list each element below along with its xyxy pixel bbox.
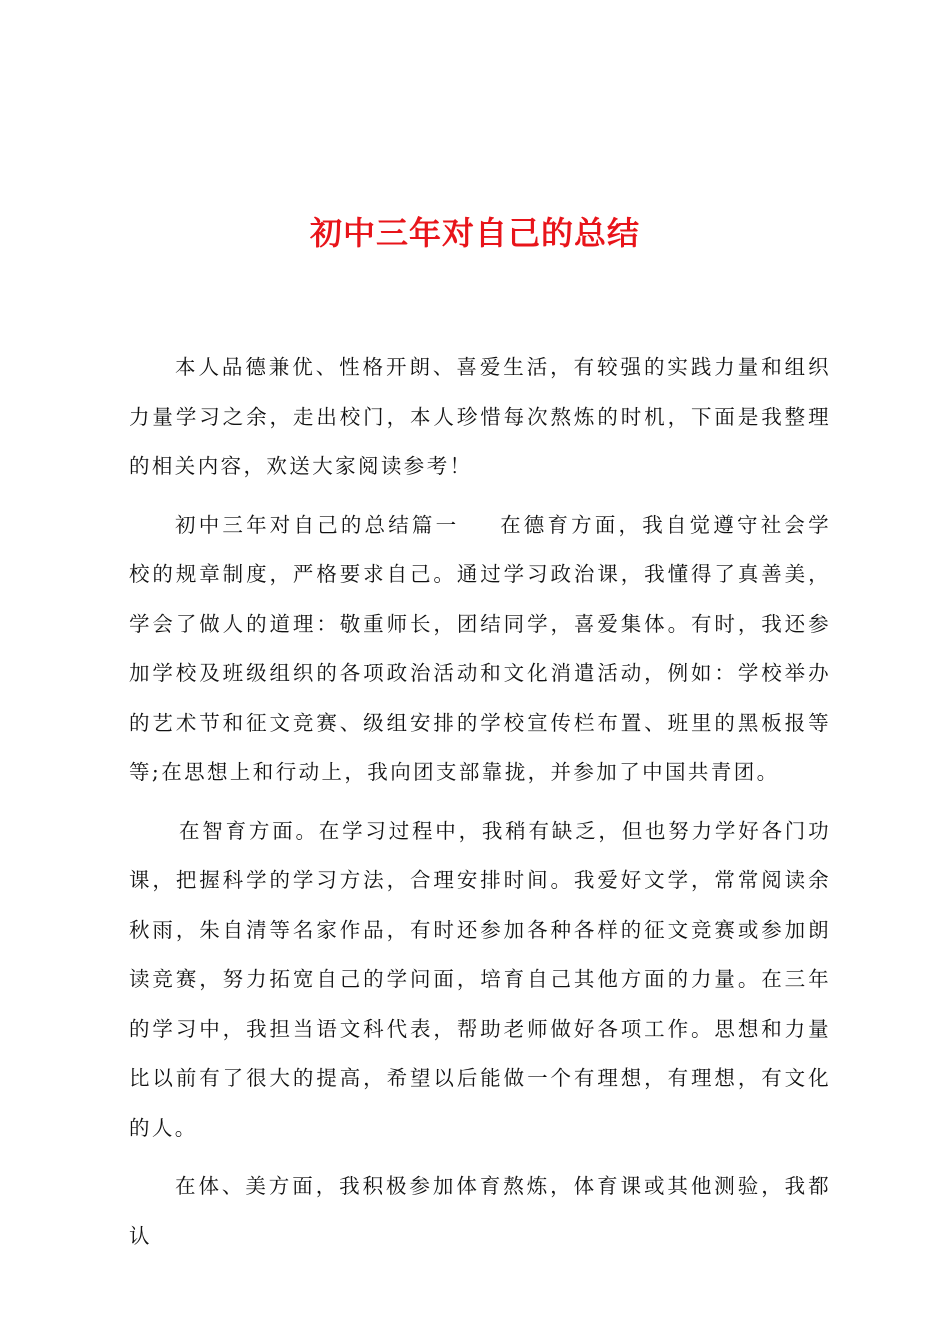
- paragraph-moral: [129, 501, 831, 798]
- paragraph-moral-text: 在德育方面，我自觉遵守社会学校的规章制度，严格要求自己。通过学习政治课，我懂得了真善美，学会了做人的道理：敬重师长，团结同学，喜爱集体。有时，我还参加学校及班级组织的各项政治活动和文化消遣活动，例如：学校举办的艺术节和征文竞赛、级组安排的学校宣传栏布置、班里的黑板报等等;在思想上和行动上，我向团支部靠拢，并参加了中国共青团。: [129, 512, 831, 784]
- document-body: [129, 343, 831, 1261]
- paragraph-intellectual: 在智育方面。在学习过程中，我稍有缺乏，但也努力学好各门功课，把握科学的学习方法，合理安排时间。我爱好文学，常常阅读余秋雨，朱自清等名家作品，有时还参加各种各样的征文竞赛或参加朗读竞赛，努力拓宽自己的学问面，培育自己其他方面的力量。在三年的学习中，我担当语文科代表，帮助老师做好各项工作。思想和力量比以前有了很大的提高，希望以后能做一个有理想，有理想，有文化的人。: [129, 818, 831, 1140]
- paragraph-intro: 本人品德兼优、性格开朗、喜爱生活，有较强的实践力量和组织力量学习之余，走出校门，本人珍惜每次熬炼的时机，下面是我整理的相关内容，欢送大家阅读参考！: [129, 355, 831, 478]
- paragraph-physical: 在体、美方面，我积极参加体育熬炼，体育课或其他测验，我都认: [129, 1174, 831, 1248]
- section-heading: 初中三年对自己的总结篇一: [175, 512, 460, 537]
- document-title: 初中三年对自己的总结: [309, 214, 640, 252]
